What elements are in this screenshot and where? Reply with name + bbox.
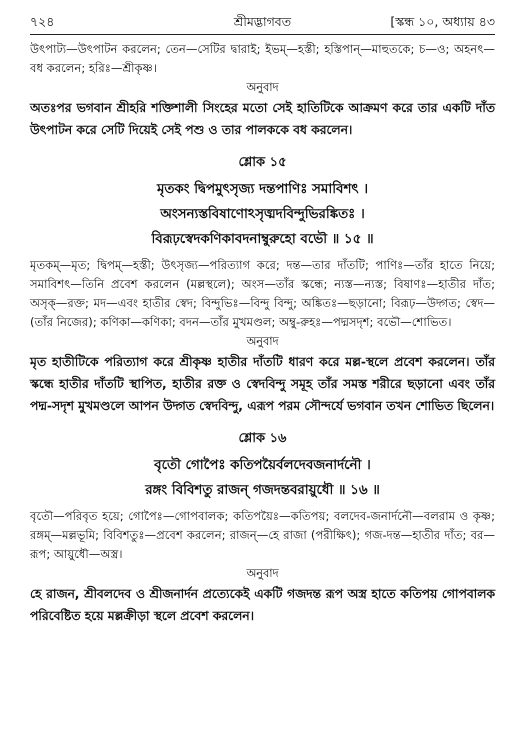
section-reference: [স্কন্ধ ১০, অধ্যায় ৪৩	[390, 14, 495, 29]
translation-text: অতঃপর ভগবান শ্রীহরি শক্তিশালী সিংহের মতো সেই হাতিটিকে আক্রমণ করে তার একটি দাঁত উৎপাটন করে সেটি দিয়েই সেই পশু ও তার পালককে বধ করলেন।	[30, 101, 495, 137]
translation-label: অনুবাদ	[246, 335, 279, 348]
verse-heading: শ্লোক ১৬	[238, 431, 287, 446]
page-number: ৭২৪	[30, 14, 55, 29]
book-title: শ্রীমদ্ভাগবত	[233, 14, 292, 29]
verse-line: মৃতকং দ্বিপমুৎসৃজ্য দন্তপাণিঃ সমাবিশৎ ।	[156, 182, 369, 197]
verse-line: রঙ্গং বিবিশতু রাজন্ গজদন্তবরায়ুধৌ ॥ ১৬ ॥	[145, 483, 380, 498]
word-meanings: উৎপাট্য—উৎপাটন করলেন; তেন—সেটির দ্বারাই; ইভম্—হস্তী; হস্তিপান্—মাহুতকে; চ—ও; অহনৎ—বধ করলেন; হরিঃ—শ্রীকৃষ্ণ।	[30, 42, 495, 75]
translation-label: অনুবাদ	[246, 81, 279, 94]
header-rule	[30, 34, 495, 35]
word-meanings: বৃতৌ—পরিবৃত হয়ে; গোপৈঃ—গোপবালক; কতিপয়ৈঃ—কতিপয়; বলদেব-জনার্দনৌ—বলরাম ও কৃষ্ণ; রঙ্গম্—মল্লভূমি; বিবিশতুঃ—প্রবেশ করলেন; রাজন্—হে রাজা (পরীক্ষিৎ); গজ-দন্ত—হাতীর দাঁত; বর—রূপ; আয়ুধৌ—অস্ত্র।	[30, 509, 495, 561]
page-header	[30, 14, 495, 36]
translation-text: হে রাজন, শ্রীবলদেব ও শ্রীজনার্দন প্রত্যেকেই একটি গজদন্ত রূপ অস্ত্র হাতে কতিপয় গোপবালক পরিবেষ্টিত হয়ে মল্লক্রীড়া স্থলে প্রবেশ করলেন।	[30, 587, 495, 623]
verse-heading: শ্লোক ১৫	[238, 155, 287, 170]
page-body	[30, 40, 495, 627]
translation-text: মৃত হাতীটিকে পরিত্যাগ করে শ্রীকৃষ্ণ হাতীর দাঁতটি ধারণ করে মল্ল-স্থলে প্রবেশ করলেন। তাঁর স্কন্ধে হাতীর দাঁতটি স্থাপিত, হাতীর রক্ত ও স্বেদবিন্দু সমূহ তাঁর সমস্ত শরীরে ছড়ানো এবং তাঁর পদ্ম-সদৃশ মুখমণ্ডলে আপন উদ্গত স্বেদবিন্দু, এরূপ পরম সৌন্দর্যে ভগবান তখন শোভিত ছিলেন।	[30, 355, 495, 413]
translation-label: অনুবাদ	[246, 567, 279, 580]
verse-line: বিরূঢ়স্বেদকণিকাবদনাম্বুরুহো বভৌ ॥ ১৫ ॥	[151, 232, 374, 247]
word-meanings: মৃতকম্—মৃত; দ্বিপম্—হস্তী; উৎসৃজ্য—পরিত্যাগ করে; দন্ত—তার দাঁতটি; পাণিঃ—তাঁর হাতে নিয়ে; সমাবিশৎ—তিনি প্রবেশ করলেন (মল্লস্থলে); অংস—তাঁর স্কন্ধে; ন্যস্ত—ন্যস্ত; বিষাণঃ—হাতীর দাঁত; অসৃক্—রক্ত; মদ—এবং হাতীর স্বেদ; বিন্দুভিঃ—বিন্দু বিন্দু; অঙ্কিতঃ—ছড়ানো; বিরূঢ়—উদ্গত; স্বেদ—(তাঁর নিজের); কণিকা—কণিকা; বদন—তাঁর মুখমণ্ডল; অম্বু-রুহঃ—পদ্মসদৃশ; বভৌ—শোভিত।	[30, 258, 495, 329]
verse-line: অংসন্যস্তবিষাণোঽসৃঙ্মদবিন্দুভিরঙ্কিতঃ ।	[160, 207, 365, 222]
verse-line: বৃতৌ গোপৈঃ কতিপয়ৈর্বলদেবজনার্দনৌ ।	[154, 458, 371, 473]
